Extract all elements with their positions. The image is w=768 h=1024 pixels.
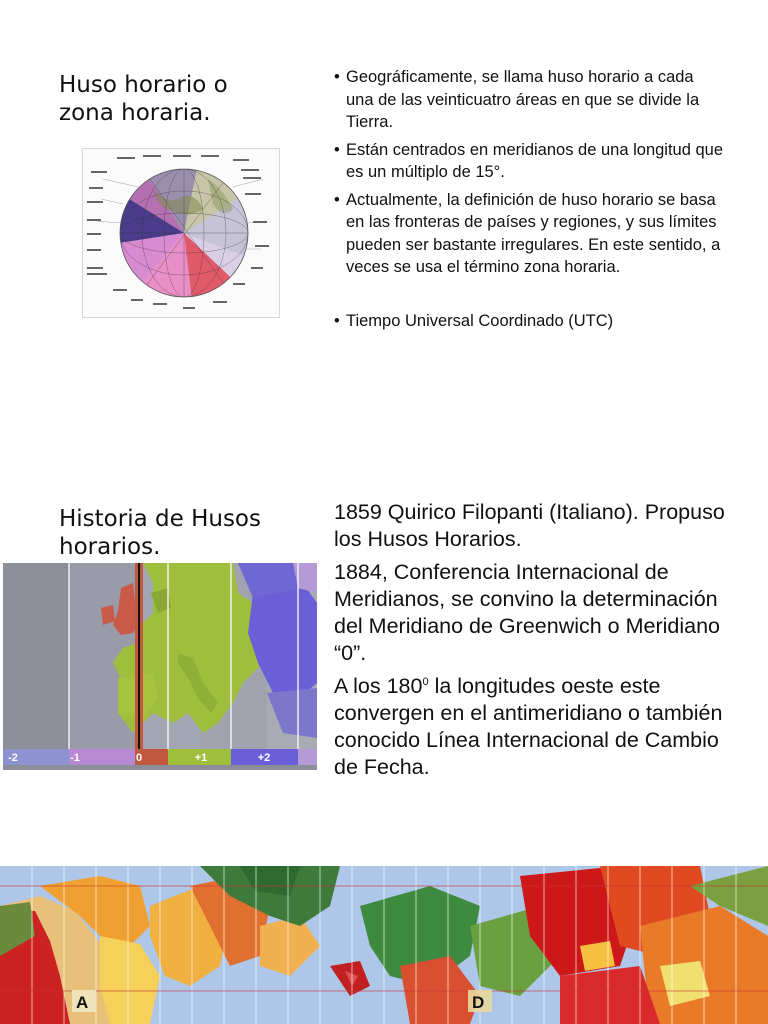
para3-text-before: A los 180 <box>334 674 423 698</box>
slide2-title-line2: horarios. <box>59 534 161 560</box>
bullet-item: • Tiempo Universal Coordinado (UTC) <box>334 310 724 333</box>
zone-label: 0 <box>135 752 143 764</box>
slide-huso-horario <box>0 0 768 430</box>
map-marker-d: D <box>472 993 485 1012</box>
map-marker-a: A <box>76 993 89 1012</box>
slide1-title-line2: zona horaria. <box>59 100 211 126</box>
paragraph-antimeridiano <box>334 673 734 781</box>
paragraph-1859: 1859 Quirico Filopanti (Italiano). Propuso los Husos Horarios. <box>334 500 725 551</box>
zone-label: -1 <box>70 752 80 764</box>
bullet-item: • Geográficamente, se llama huso horario a cada una de las veinticuatro áreas en que se divide la Tierra. <box>334 66 724 134</box>
slide2-title-line1: Historia de Husos <box>59 506 261 532</box>
slide1-title <box>59 71 228 127</box>
zone-label: +2 <box>257 752 271 764</box>
paragraph-1884: 1884, Conferencia Internacional de Meridianos, se convino la determinación del Meridiano de Greenwich o Meridiano “0”. <box>334 560 721 665</box>
europe-timezone-map <box>3 563 317 770</box>
slide2-title <box>59 505 261 561</box>
slide1-title-line1: Huso horario o <box>59 72 228 98</box>
zone-label: +1 <box>194 752 208 764</box>
slide2-paragraphs <box>334 499 734 787</box>
bullet-item: • Están centrados en meridianos de una longitud que es un múltiplo de 15°. <box>334 139 724 184</box>
bullet-item: • Actualmente, la definición de huso horario se basa en las fronteras de países y regiones, y sus límites pueden ser bastante irregulares. En este sentido, a veces se usa el término zona horaria. <box>334 189 724 279</box>
slide1-bullet-list <box>334 66 724 337</box>
slide-historia <box>0 430 768 860</box>
para3-text-after: la longitudes oeste este convergen en el antimeridiano o también conocido Línea Internacional de Cambio de Fecha. <box>334 674 723 779</box>
degree-superscript: 0 <box>422 675 429 688</box>
zone-label: -2 <box>8 752 18 764</box>
globe-timezone-figure <box>82 148 280 318</box>
world-timezone-map <box>0 866 768 1024</box>
slide-world-timezones <box>0 866 768 1024</box>
